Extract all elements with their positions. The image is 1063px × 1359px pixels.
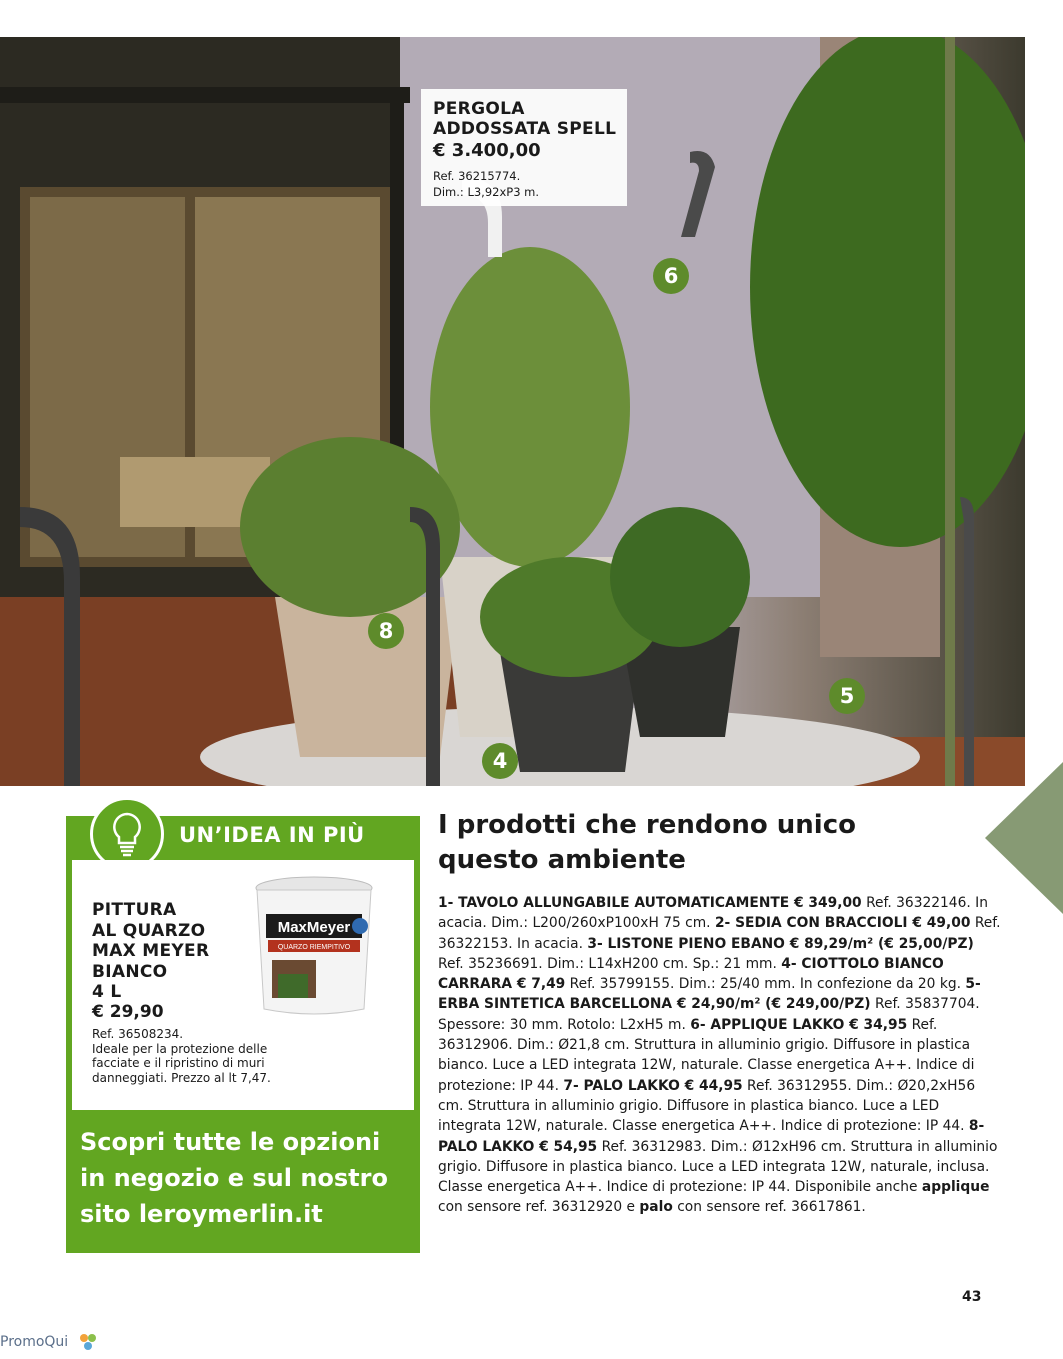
tail-applique: applique <box>921 1179 990 1196</box>
item-6-head: 6- APPLIQUE LAKKO € 34,95 <box>690 1016 908 1033</box>
paint-price: € 29,90 <box>92 1002 164 1022</box>
product-list <box>438 893 1001 1218</box>
tail-text-1: con sensore ref. 36312920 e <box>438 1199 636 1216</box>
item-5-head: 5- ERBA SINTETICA BARCELLONA € 24,90/m² (€ 249,00/PZ) <box>438 976 981 1013</box>
pergola-dim: Dim.: L3,92xP3 m. <box>433 185 540 199</box>
product-badge-6: 6 <box>653 258 689 294</box>
item-6-body: Ref. 36312906. Dim.: Ø21,8 cm. Struttura in alluminio grigio. Diffusore in plastica bianco. Luce a LED integrata 12W, naturale. Classe energetica A++. Indice di protezione: IP 44. <box>438 1016 975 1094</box>
tail-palo: palo <box>639 1199 673 1216</box>
idea-product-card <box>72 860 414 1110</box>
item-8-body: Ref. 36312983. Dim.: Ø12xH96 cm. Struttura in alluminio grigio. Diffusore in plastica bianco. Luce a LED integrata 12W, naturale, inclusa. Classe energetica A++. Indice di protezione: IP 44. Disponibile anche <box>438 1138 998 1196</box>
page-corner-triangle <box>985 762 1063 914</box>
item-1-head: 1- TAVOLO ALLUNGABILE AUTOMATICAMENTE € 349,00 <box>438 895 862 911</box>
item-5-body: Ref. 35837704. Spessore: 30 mm. Rotolo: L2xH5 m. <box>438 996 980 1033</box>
item-2-head: 2- SEDIA CON BRACCIOLI € 49,00 <box>714 915 971 932</box>
paint-desc-text: Ideale per la protezione delle facciate e il ripristino di muri danneggiati. Prezzo al lt 7,47. <box>92 1041 271 1085</box>
pergola-name: PERGOLA ADDOSSATA SPELL <box>433 99 617 139</box>
bucket-label: QUARZO RIEMPITIVO <box>277 944 351 951</box>
product-badge-4: 4 <box>482 743 518 779</box>
lightbulb-icon <box>93 800 161 868</box>
pergola-info-box <box>421 89 627 206</box>
pergola-ref: Ref. 36215774. <box>433 169 521 183</box>
item-4-head: 4- CIOTTOLO BIANCO CARRARA € 7,49 <box>438 955 944 993</box>
hero-photo <box>0 37 1025 786</box>
idea-title: UN’IDEA IN PIÙ <box>179 823 365 847</box>
store-cta-text: Scopri tutte le opzioni in negozio e sul nostro sito leroymerlin.it <box>80 1128 388 1228</box>
item-2-body: Ref. 36322153. In acacia. <box>438 915 1001 952</box>
section-title: I prodotti che rendono unico questo ambiente <box>438 810 856 875</box>
paint-bucket-illustration <box>252 874 377 1019</box>
product-badge-8: 8 <box>368 613 404 649</box>
pergola-price: € 3.400,00 <box>433 140 541 161</box>
item-8-head: 8- PALO LAKKO € 54,95 <box>438 1118 985 1155</box>
bucket-brand: MaxMeyer <box>277 919 351 936</box>
item-4-body: Ref. 35799155. Dim.: 25/40 mm. In confezione da 20 kg. <box>569 976 961 993</box>
item-1-body: Ref. 36322146. In acacia. Dim.: L200/260xP100xH 75 cm. <box>438 895 988 932</box>
item-7-head: 7- PALO LAKKO € 44,95 <box>563 1077 743 1094</box>
paint-description <box>92 1027 297 1085</box>
promoqui-text: PromoQui <box>0 1334 69 1350</box>
idea-box <box>66 816 420 1253</box>
product-badge-5: 5 <box>829 678 865 714</box>
item-7-body: Ref. 36312955. Dim.: Ø20,2xH56 cm. Struttura in alluminio grigio. Diffusore in plastica bianco. Luce a LED integrata 12W, naturale. Classe energetica A++. Indice di protezione: IP 44. <box>438 1077 976 1135</box>
paint-product-name: PITTURA AL QUARZO MAX MEYER BIANCO 4 L <box>92 900 210 1002</box>
tail-text-2: con sensore ref. 36617861. <box>677 1199 866 1216</box>
item-3-body: Ref. 35236691. Dim.: L14xH200 cm. Sp.: 21 mm. <box>438 955 777 972</box>
page-number: 43 <box>962 1289 982 1305</box>
promoqui-logo-icon <box>78 1332 98 1352</box>
paint-ref: Ref. 36508234. <box>92 1027 184 1041</box>
item-3-head: 3- LISTONE PIENO EBANO € 89,29/m² (€ 25,00/PZ) <box>587 935 974 952</box>
paint-bucket-image <box>252 874 377 1023</box>
